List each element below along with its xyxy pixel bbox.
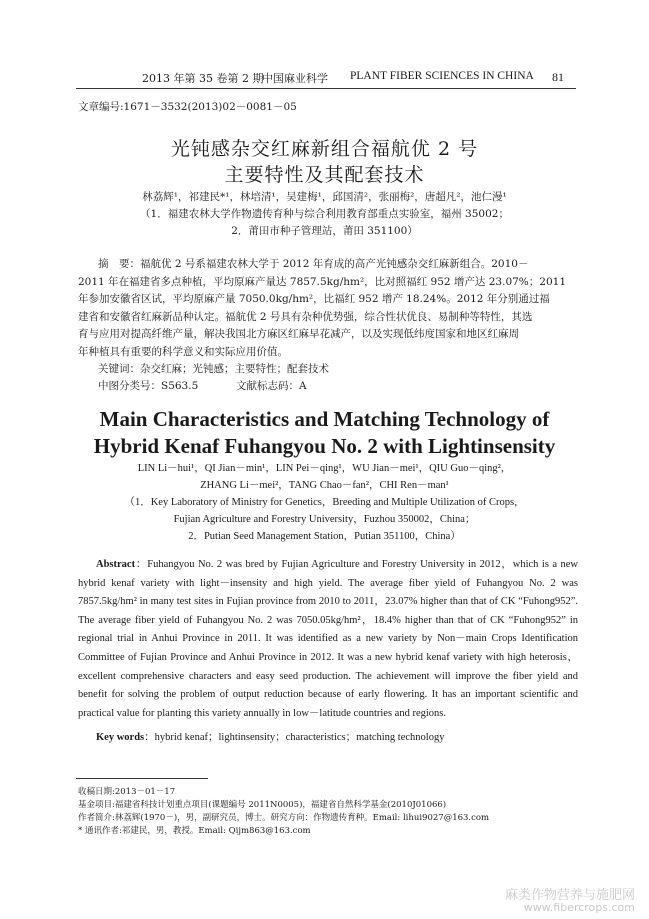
cn-keywords: 关键词：杂交红麻；光钝感；主要特性；配套技术	[98, 363, 329, 375]
en-keywords	[96, 729, 444, 744]
en-abstract-text: ：Fuhangyou No. 2 was bred by Fujian Agriculture and Forestry University in 2012，which is a new hybrid kenaf variety with light－insensity and high yield. The average fiber yield of Fuhangyou No. 2 was 7857.5kg/hm² in many test sites in Fujian province from 2010 to 2011，23.07% higher than that of CK “Fuhong952”. The average fiber yield of Fuhangyou No. 2 was 7050.05kg/hm²，18.4% higher than that of CK “Fuhong952” in regional trial in Anhui Province in 2011. It was identified as a new variety by Non－main Crops Identification Committee of Fujian Province and Anhui Province in 2012. It was a new hybrid kenaf variety with high heterosis，excellent comprehensive characters and easy seed production. The achievement will improve the fiber yield and benefit for solving the problem of output reduction because of early flowering. It has an important scientific and practical value for planting this variety annually in low－latitude countries and regions.	[78, 559, 578, 719]
en-abstract-label: Abstract	[96, 559, 136, 570]
cn-title-line-1: 光钝感杂交红麻新组合福航优 2 号	[170, 138, 479, 160]
footnote-corresponding: * 通讯作者:祁建民，男，教授。Email: Qijm863@163.com	[78, 826, 311, 836]
en-authors-line-2: ZHANG Li－mei²，TANG Chao－fan²，CHI Ren－man¹	[200, 480, 449, 491]
cn-abstract-line-2: 2011 年在福建省多点种植，平均原麻产量达 7857.5kg/hm²，比对照福红 952 增产达 23.07%；2011	[78, 275, 566, 288]
en-authors-line-1: LIN Li－hui¹，QI Jian－min¹，LIN Pei－qing¹，WU Jian－mei¹，QIU Guo－qing²，	[137, 463, 512, 474]
en-abstract	[78, 556, 578, 723]
en-affiliation-3: 2．Putian Seed Management Station，Putian 351100，China）	[188, 531, 461, 542]
cn-abstract-line-4: 建省和安徽省红麻新品种认定。福航优 2 号具有杂种优势强，综合性状优良、易制种等特性，其选	[78, 310, 533, 323]
journal-name-en: PLANT FIBER SCIENCES IN CHINA	[350, 70, 534, 82]
footnote-rule	[76, 778, 208, 779]
page-number: 81	[552, 70, 564, 84]
cn-affiliation-2: 2．莆田市种子管理站，莆田 351100）	[231, 225, 418, 237]
watermark-cn: 麻类作物营养与施肥网	[504, 888, 635, 903]
cn-abstract-line-1: 福航优 2 号系福建农林大学于 2012 年育成的高产光钝感杂交红麻新组合。2010－	[140, 258, 529, 270]
cn-abstract-line-3: 年参加安徽省区试，平均原麻产量 7050.0kg/hm²，比福红 952 增产 18.24%。2012 年分别通过福	[78, 293, 550, 305]
journal-issue: 2013 年第 35 卷第 2 期	[142, 72, 264, 85]
cn-class-number: 中图分类号：S563.5	[98, 380, 199, 392]
header-rule	[76, 88, 576, 89]
footnote-author: 作者简介:林荔辉(1970－)，男，副研究员，博士。研究方向：作物遗传育种。Email: lihui9027@163.com	[78, 813, 490, 823]
cn-abstract-line-6: 年种植具有重要的科学意义和实际应用价值。	[78, 345, 288, 358]
watermark-url: www.fibercrops.com	[523, 901, 635, 914]
en-affiliation-1: （1．Key Laboratory of Ministry for Genetics，Breeding and Multiple Utilization of Crops，	[124, 497, 525, 508]
en-affiliation-2: Fujian Agriculture and Forestry University，Fuzhou 350002，China；	[173, 514, 476, 525]
cn-affiliation-1: （1．福建农林大学作物遗传育种与综合利用教育部重点实验室，福州 35002；	[140, 208, 509, 220]
cn-abstract-label: 摘 要：	[98, 258, 140, 270]
en-keywords-label: Key words	[96, 732, 145, 743]
cn-authors: 林荔辉¹，祁建民*¹，林培清¹，吴建梅¹，邱国清²，张丽梅²，唐超凡²，池仁漫¹	[142, 191, 507, 203]
en-title-line-1: Main Characteristics and Matching Technology of	[99, 407, 550, 431]
en-keywords-text: ：hybrid kenaf；lightinsensity；characteristics；matching technology	[144, 732, 445, 743]
footnote-received: 收稿日期:2013－01－17	[78, 787, 176, 797]
cn-abstract	[78, 256, 578, 361]
cn-document-code: 文献标志码：A	[236, 380, 307, 392]
article-number: 文章编号:1671－3532(2013)02－0081－05	[78, 101, 297, 113]
en-title-line-2: Hybrid Kenaf Fuhangyou No. 2 with Lightinsensity	[93, 434, 556, 458]
journal-name-cn: 中国麻业科学	[262, 72, 328, 85]
cn-title-line-2: 主要特性及其配套技术	[224, 164, 425, 186]
cn-abstract-line-5: 育与应用对提高纤维产量，解决我国北方麻区红麻早花减产，以及实现低纬度国家和地区红麻周	[78, 328, 519, 340]
footnote-funding: 基金项目:福建省科技计划重点项目(课题编号 2011N0005)，福建省自然科学基金(2010J01066)	[78, 800, 447, 810]
